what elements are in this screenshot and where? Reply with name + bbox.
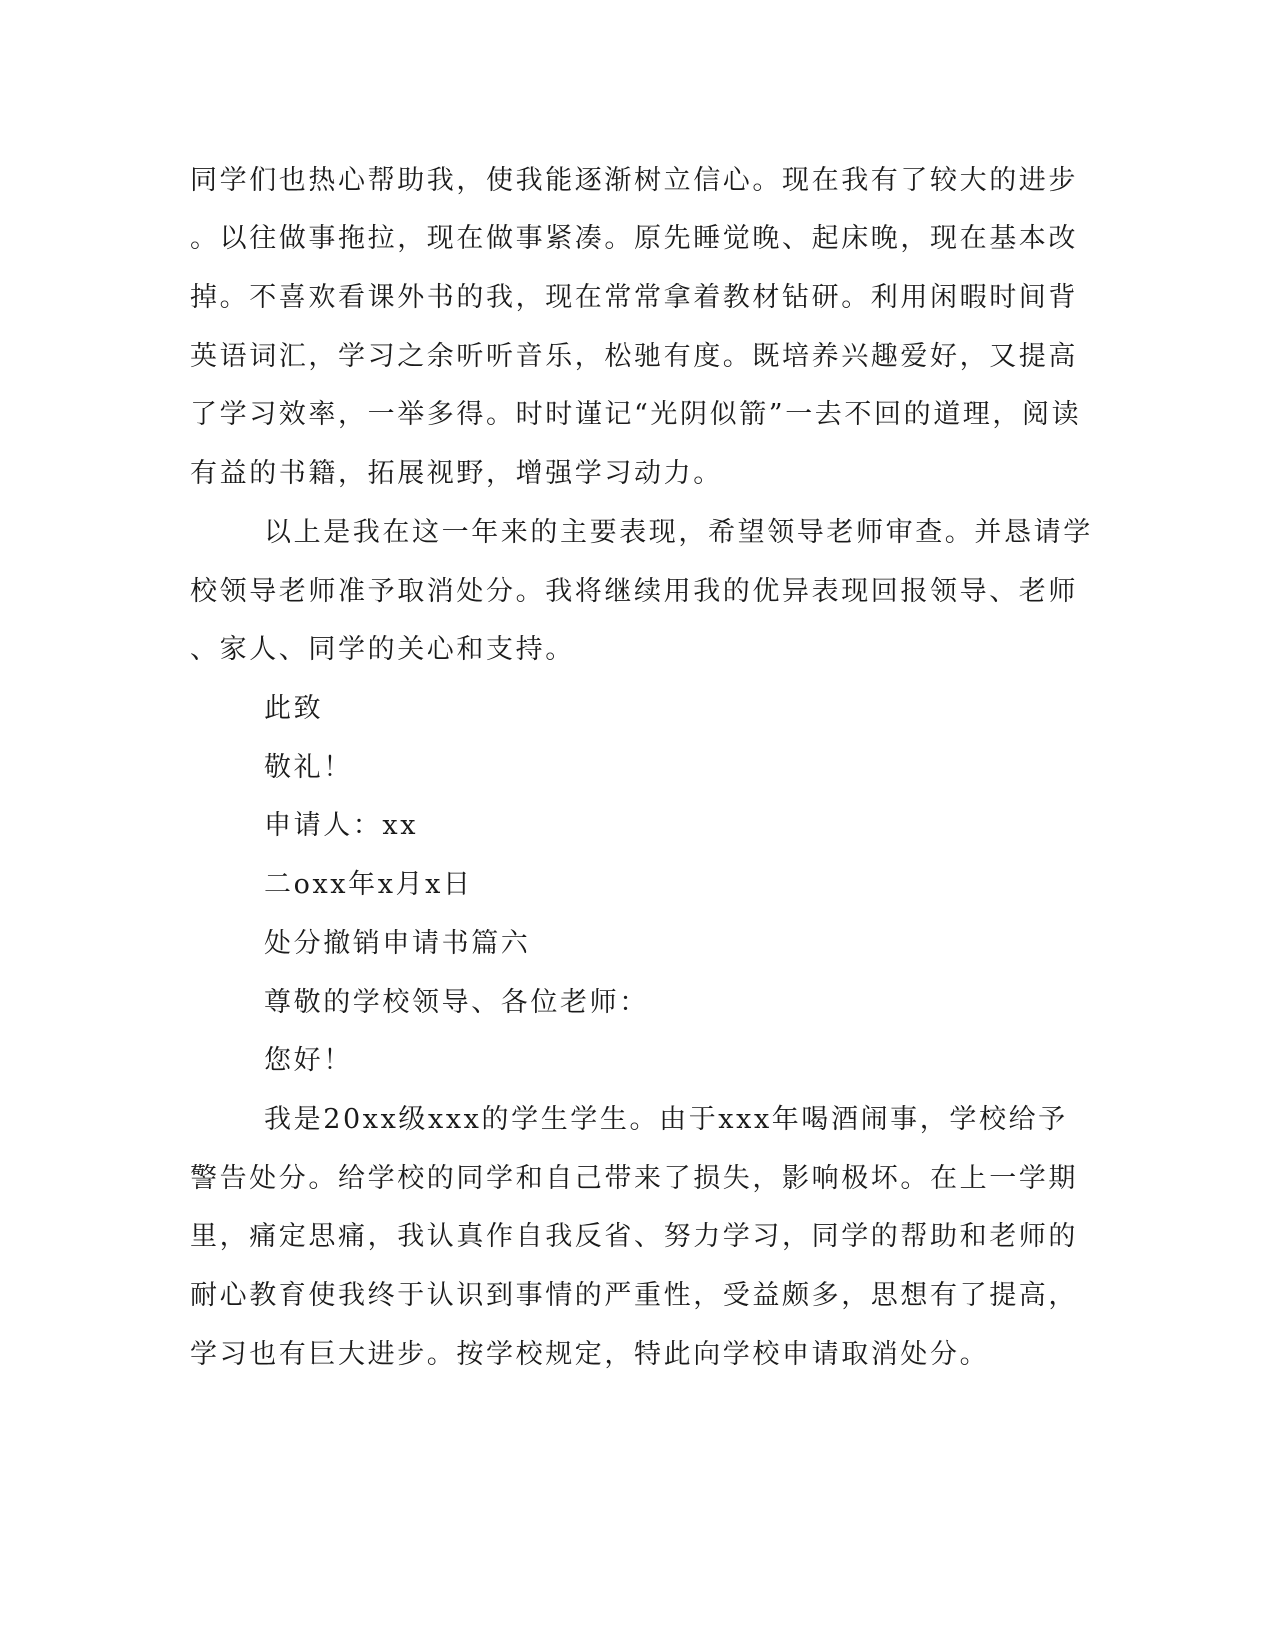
paragraph-2-line-1: 以上是我在这一年来的主要表现，希望领导老师审查。并恳请学 — [264, 517, 1093, 548]
paragraph-1-line-3: 掉。不喜欢看课外书的我，现在常常拿着教材钻研。利用闲暇时间背 — [190, 282, 1078, 313]
letter-body-line-1: 我是20xx级xxx的学生学生。由于xxx年喝酒闹事，学校给予 — [264, 1104, 1068, 1135]
paragraph-1-line-6: 有益的书籍，拓展视野，增强学习动力。 — [190, 458, 723, 489]
date-line: 二oxx年x月x日 — [264, 869, 473, 900]
letter-body-line-2: 警告处分。给学校的同学和自己带来了损失，影响极坏。在上一学期 — [190, 1163, 1078, 1194]
section-title: 处分撤销申请书篇六 — [264, 928, 531, 959]
paragraph-2-line-3: 、家人、同学的关心和支持。 — [190, 634, 575, 665]
applicant-line: 申请人：xx — [264, 810, 419, 841]
letter-body-line-4: 耐心教育使我终于认识到事情的严重性，受益颇多，思想有了提高， — [190, 1280, 1078, 1311]
letter-body-line-3: 里，痛定思痛，我认真作自我反省、努力学习，同学的帮助和老师的 — [190, 1221, 1078, 1252]
letter-addressee: 尊敬的学校领导、各位老师： — [264, 987, 649, 1018]
paragraph-1-line-5: 了学习效率，一举多得。时时谨记“光阴似箭”一去不回的道理，阅读 — [190, 399, 1082, 430]
paragraph-1-line-1: 同学们也热心帮助我，使我能逐渐树立信心。现在我有了较大的进步 — [190, 165, 1078, 196]
paragraph-1-line-4: 英语词汇，学习之余听听音乐，松驰有度。既培养兴趣爱好，又提高 — [190, 341, 1078, 372]
letter-greeting: 您好！ — [264, 1045, 353, 1076]
paragraph-2-line-2: 校领导老师准予取消处分。我将继续用我的优异表现回报领导、老师 — [190, 576, 1078, 607]
closing-respect: 敬礼！ — [264, 752, 353, 783]
paragraph-1-line-2: 。以往做事拖拉，现在做事紧凑。原先睡觉晚、起床晚，现在基本改 — [190, 223, 1078, 254]
closing-salutation: 此致 — [264, 693, 324, 724]
letter-body-line-5: 学习也有巨大进步。按学校规定，特此向学校申请取消处分。 — [190, 1339, 990, 1370]
